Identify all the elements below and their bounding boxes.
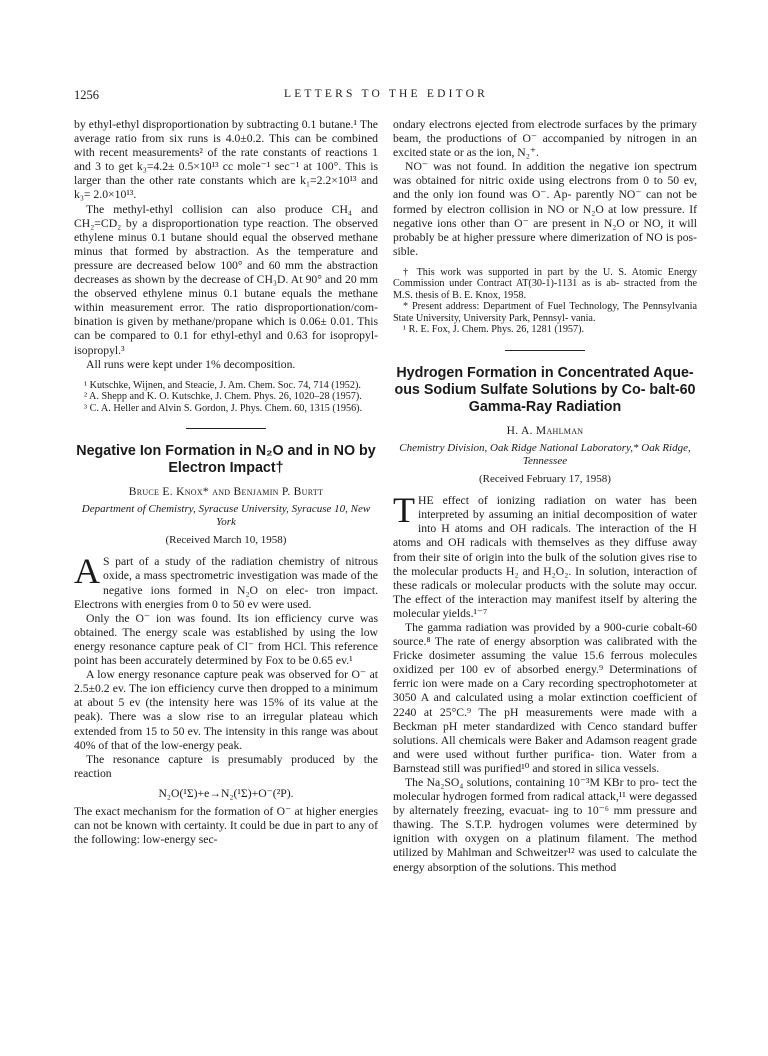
left-column <box>74 118 378 847</box>
body-paragraph: ondary electrons ejected from electrode surfaces by the primary beam, the productions of O⁻ accompanied by nitrogen in an excited state or as the ion, N₂⁺. <box>393 118 697 160</box>
body-paragraph: The gamma radiation was provided by a 900-curie cobalt-60 source.⁸ The rate of energy absorption was calibrated with the Fricke dosimeter assuming the value 15.6 ferrous molecules oxidized per 100 ev of absorbed energy.⁹ Determinations of ferric ion were made on a Cary recording spectrophotometer at 3050 A and calculated using a molar extinction coefficient of 2240 at 25°C.⁹ The pH measurements were made with a Beckman pH meter standardized with Cenco standard buffer solutions. All chemicals were Baker and Adamson reagent grade and were used without further purifica- tion. Water from a Barnstead still was purified¹⁰ and stored in silica vessels. <box>393 620 697 775</box>
section-divider <box>505 350 585 351</box>
running-head: LETTERS TO THE EDITOR <box>283 88 489 100</box>
article-authors: Bruce E. Knox* and Benjamin P. Burtt <box>128 486 324 499</box>
body-paragraph: NO⁻ was not found. In addition the negative ion spectrum was obtained for nitric oxide using electrons from 0 to 50 ev, and the only ion found was O⁻. Ap- parently NO⁻ can not be formed by electron collision in NO or N₂O at low pressure. If negative ions other than O⁻ are present in N₂O or NO, it will probably be at higher pressure where dimerization of NO is pos- sible. <box>393 160 697 258</box>
article-affiliation: Chemistry Division, Oak Ridge National Laboratory,* Oak Ridge, Tennessee <box>399 442 691 468</box>
footnote: ¹ R. E. Fox, J. Chem. Phys. 26, 1281 (1957). <box>403 324 585 336</box>
right-column <box>393 118 697 875</box>
body-paragraph: A S part of a study of the radiation chemistry of nitrous oxide, a mass spectrometric investigation was made of the negative ions formed in N₂O on elec- tron impact. Electrons with energies from 0 to 50 ev were used. <box>74 551 378 611</box>
body-paragraph: The resonance capture is presumably produced by the reaction <box>74 752 378 780</box>
footnote: ² A. Shepp and K. O. Kutschke, J. Chem. Phys. 26, 1020–28 (1957). <box>84 391 362 403</box>
footnote: † This work was supported in part by the U. S. Atomic Energy Commission under Contract AT(30-1)-1131 as is ab- stracted from the M.S. thesis of B. E. Knox, 1958. <box>393 266 697 301</box>
page-number: 1256 <box>74 88 99 102</box>
body-paragraph: by ethyl-ethyl disproportionation by subtracting 0.1 butane.¹ The average ratio from six runs is 4.0±0.2. This can be combined with recent measurements² of the rate constants of reactions 1 and 3 to get k₃=4.2± 0.5×10¹³ cc mole⁻¹ sec⁻¹ at 100°. This is larger than the other rate constants which are k₁=2.2×10¹³ and k₃= 2.0×10¹³. <box>74 118 378 202</box>
article-authors: H. A. Mahlman <box>506 424 584 437</box>
body-paragraph: Only the O⁻ ion was found. Its ion efficiency curve was obtained. The energy scale was established by using the low energy resonance capture peak of Cl⁻ from HCl. This reference point has been accurately determined by Fox to be 0.65 ev.¹ <box>74 611 378 668</box>
body-paragraph: The Na₂SO₄ solutions, containing 10⁻³M KBr to pro- tect the molecular hydrogen formed from radical attack,¹¹ were degassed by alternately freezing, evacuat- ing to 10⁻⁶ mm pressure and thawing. The S.T.P. hydrogen volumes were determined by ignition with oxygen on a platinum filament. The method utilized by Mahlman and Schweitzer¹² was used to calculate the energy absorption of the solutions. This method <box>393 776 697 874</box>
body-paragraph: The exact mechanism for the formation of O⁻ at higher energies can not be known with certainty. It could be due in part to any of the following: low-energy sec- <box>74 804 378 847</box>
article-title: Negative Ion Formation in N₂O and in NO by Electron Impact† <box>76 443 376 477</box>
body-paragraph: The methyl-ethyl collision can also produce CH₄ and CH₂=CD₂ by a disproportionation type reaction. The observed ethylene minus 0.1 butane should equal the observed methane minus that formed by abstraction. As the temperature and pressure are decreased below 100° and 60 mm the abstraction decreases as shown by the decrease of CH₃D. At 90° and 20 mm the observed ethylene minus 0.1 butane equals the methane within measurement error. The ratio disproportionation/com- bination is given by methane/propane which is 0.06± 0.01. This can be compared to 0.1 for ethyl-ethyl and 0.63 for isopropyl-isopropyl.³ <box>74 202 378 357</box>
body-paragraph: THE effect of ionizing radiation on water has been interpreted by assuming an initial decomposition of water into H atoms and OH radicals. The interaction of the H atoms and OH radicals with themselves as they diffuse away from their site of origin into the bulk of the solution gives rise to the molecular products H₂ and H₂O₂. In solution, interaction of these radicals or molecular products with the solute may occur. The effect of the interaction may manifest itself by altering the molecular yields.¹⁻⁷ <box>393 490 697 620</box>
footnote: ³ C. A. Heller and Alvin S. Gordon, J. Phys. Chem. 60, 1315 (1956). <box>84 402 363 414</box>
article-title: Hydrogen Formation in Concentrated Aque- ous Sodium Sulfate Solutions by Co- balt-60 Gamma-Ray Radiation <box>394 364 696 415</box>
page-header <box>74 88 698 106</box>
body-paragraph: A low energy resonance capture peak was observed for O⁻ at 2.5±0.2 ev. The ion efficiency curve then dropped to a minimum at about 5 ev (the intensity here was 15% of its value at the peak). There was a slow rise to an irregular plateau which extended from 15 to 50 ev. The intensity in this range was about 40% of that of the low-energy peak. <box>74 668 378 752</box>
drop-cap: T <box>393 490 415 531</box>
reaction-equation: N₂O(¹Σ)+e→N₂(¹Σ)+O⁻(²P). <box>158 786 294 800</box>
footnote: ¹ Kutschke, Wijnen, and Steacie, J. Am. Chem. Soc. 74, 714 (1952). <box>84 379 361 391</box>
body-paragraph: All runs were kept under 1% decomposition. <box>86 357 296 371</box>
section-divider <box>186 428 266 429</box>
drop-cap: A <box>74 551 100 592</box>
footnotes <box>74 380 378 415</box>
article-affiliation: Department of Chemistry, Syracuse University, Syracuse 10, New York <box>81 503 371 529</box>
received-date: (Received February 17, 1958) <box>479 473 611 486</box>
footnote: * Present address: Department of Fuel Technology, The Pennsylvania State University, University Park, Pennsyl- vania. <box>393 301 697 324</box>
footnotes <box>393 267 697 336</box>
received-date: (Received March 10, 1958) <box>165 534 287 547</box>
